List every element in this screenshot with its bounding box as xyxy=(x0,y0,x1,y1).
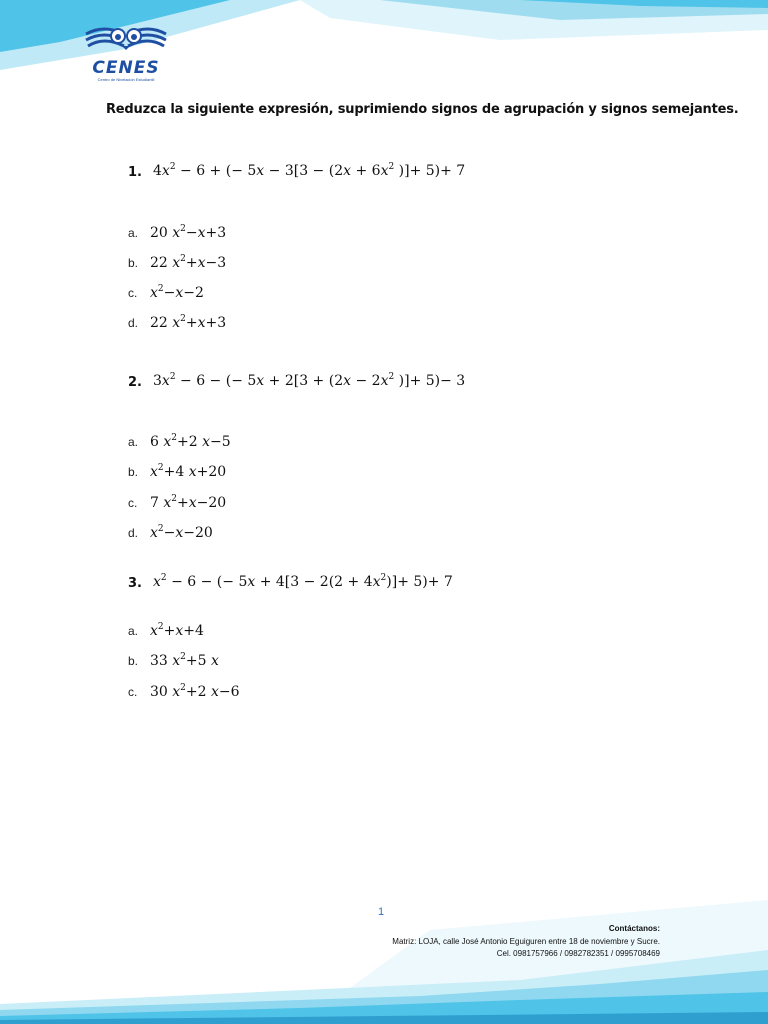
question-2-option-b-letter: b. xyxy=(128,465,139,479)
question-2-number: 2. xyxy=(128,375,142,390)
question-2-option-d-letter: d. xyxy=(128,526,139,540)
question-2-option-d: $x^2-x-20$ xyxy=(150,524,213,541)
logo-wordmark: CENES xyxy=(92,58,160,78)
question-1-option-b: 22 $x^2+x-3$ xyxy=(150,254,227,271)
footer-wave-decoration xyxy=(0,900,768,1024)
question-1-option-a: 20 $x^2-x+3$ xyxy=(150,224,227,241)
question-3-option-a: $x^2+x+4$ xyxy=(150,622,204,639)
question-1-option-d-letter: d. xyxy=(128,316,139,330)
question-2-option-c-letter: c. xyxy=(128,496,138,510)
contact-address: Matriz: LOJA, calle José Antonio Eguiguren entre 18 de noviembre y Sucre. xyxy=(392,937,660,946)
question-3-option-a-letter: a. xyxy=(128,624,139,638)
logo-subtitle: Centro de Nivelación Estudiantil xyxy=(97,77,155,82)
question-3-option-b-letter: b. xyxy=(128,654,139,668)
question-3-expression: $x^2 - 6$ − (− $5x + 4[3 - 2(2 + 4x^2)]+ 5)+ 7$ xyxy=(153,573,453,590)
instruction-heading: Reduzca la siguiente expresión, suprimiendo signos de agrupación y signos semejantes. xyxy=(106,102,739,117)
contact-title: Contáctanos: xyxy=(608,924,660,933)
question-1-option-a-letter: a. xyxy=(128,226,139,240)
question-1-number: 1. xyxy=(128,165,142,180)
question-2-option-a: 6 $x^2+2$ x−5 xyxy=(150,433,231,450)
contact-phones: Cel. 0981757966 / 0982782351 / 0995708469 xyxy=(496,949,660,958)
question-2-option-a-letter: a. xyxy=(128,435,139,449)
question-2-option-b: $x^2+4$ x+20 xyxy=(150,463,227,480)
question-1-option-b-letter: b. xyxy=(128,256,139,270)
page-number: 1 xyxy=(378,906,385,918)
question-3-option-c: 30 $x^2+2$ x−6 xyxy=(150,683,240,700)
question-1-expression: $4x^2 - 6$ + (− $5x - 3[3 - (2x + 6x^2$ )]+ 5)+ 7 xyxy=(153,162,466,179)
question-3-option-b: 33 $x^2+5$ x xyxy=(150,652,219,669)
question-1-option-c: $x^2-x-2$ xyxy=(150,284,204,301)
question-3-number: 3. xyxy=(128,576,142,591)
question-2-expression: $3x^2 - 6$ − (− $5x + 2[3 + (2x - 2x^2$ )]+ 5)− 3 xyxy=(153,372,466,389)
question-3-option-c-letter: c. xyxy=(128,685,138,699)
question-1-option-c-letter: c. xyxy=(128,286,138,300)
question-2-option-c: 7 $x^2+x-20$ xyxy=(150,494,227,511)
question-1-option-d: 22 $x^2+x+3$ xyxy=(150,314,227,331)
